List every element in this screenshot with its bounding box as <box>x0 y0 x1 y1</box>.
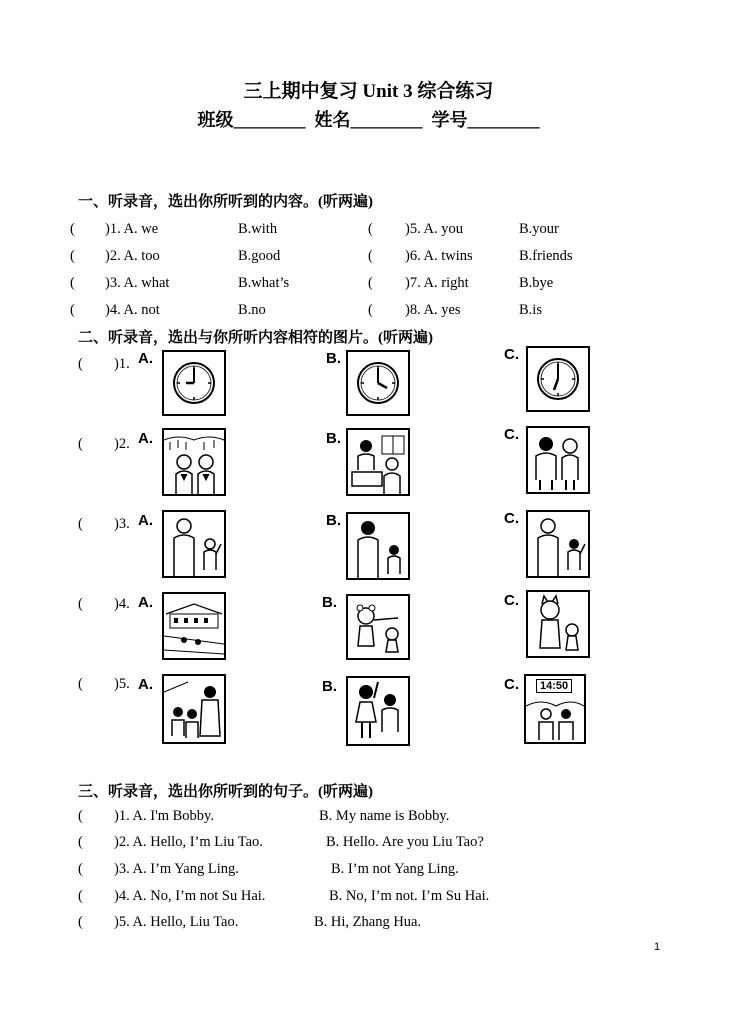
two-children-icon <box>348 678 408 744</box>
student-info-line <box>0 106 737 132</box>
scene-picture-b[interactable] <box>346 428 410 496</box>
school-scene-icon <box>164 594 224 658</box>
classroom-scene-icon <box>348 430 408 494</box>
teacher-and-children-icon <box>164 676 224 742</box>
section3-heading: 三、听录音，选出你所听到的句子。(听两遍) <box>78 784 373 800</box>
clock-icon <box>528 348 588 410</box>
class-field[interactable]: 班级________ <box>197 110 306 130</box>
question-number: )2. <box>114 436 130 452</box>
adult-and-child-icon <box>528 512 588 576</box>
question-number: )3. <box>114 516 130 532</box>
scene-picture-a[interactable] <box>162 592 226 660</box>
scene-picture-b[interactable] <box>346 594 410 660</box>
animal-toys-icon <box>348 596 408 658</box>
cat-and-mouse-icon <box>528 592 588 656</box>
children-outdoor-icon <box>526 676 584 742</box>
section2-heading: 二、听录音，选出与你所听内容相符的图片。(听两遍) <box>78 330 433 346</box>
clock-time-label: 14:50 <box>536 679 572 693</box>
clock-picture-c[interactable] <box>526 346 590 412</box>
clock-icon <box>348 352 408 414</box>
clock-icon <box>164 352 224 414</box>
name-field[interactable]: 姓名________ <box>314 110 423 130</box>
page-title: 三上期中复习 Unit 3 综合练习 <box>243 81 494 102</box>
adult-and-child-icon <box>348 514 408 578</box>
question-number: )5. <box>114 676 130 692</box>
scene-picture-a[interactable] <box>162 510 226 578</box>
clock-picture-b[interactable] <box>346 350 410 416</box>
number-field[interactable]: 学号________ <box>431 110 540 130</box>
section1-heading: 一、听录音，选出你所听到的内容。(听两遍) <box>78 194 373 210</box>
two-children-icon <box>528 428 588 492</box>
scene-picture-b[interactable] <box>346 512 410 580</box>
scene-picture-c[interactable] <box>526 590 590 658</box>
scene-picture-c[interactable] <box>526 510 590 578</box>
question-number: )1. <box>114 356 130 372</box>
scene-picture-a[interactable] <box>162 674 226 744</box>
children-scene-icon <box>164 430 224 494</box>
scene-picture-a[interactable] <box>162 428 226 496</box>
adult-and-child-icon <box>164 512 224 576</box>
scene-picture-b[interactable] <box>346 676 410 746</box>
clock-picture-a[interactable] <box>162 350 226 416</box>
scene-picture-c[interactable] <box>524 674 586 744</box>
page-number: 1 <box>654 941 661 953</box>
question-number: )4. <box>114 596 130 612</box>
scene-picture-c[interactable] <box>526 426 590 494</box>
